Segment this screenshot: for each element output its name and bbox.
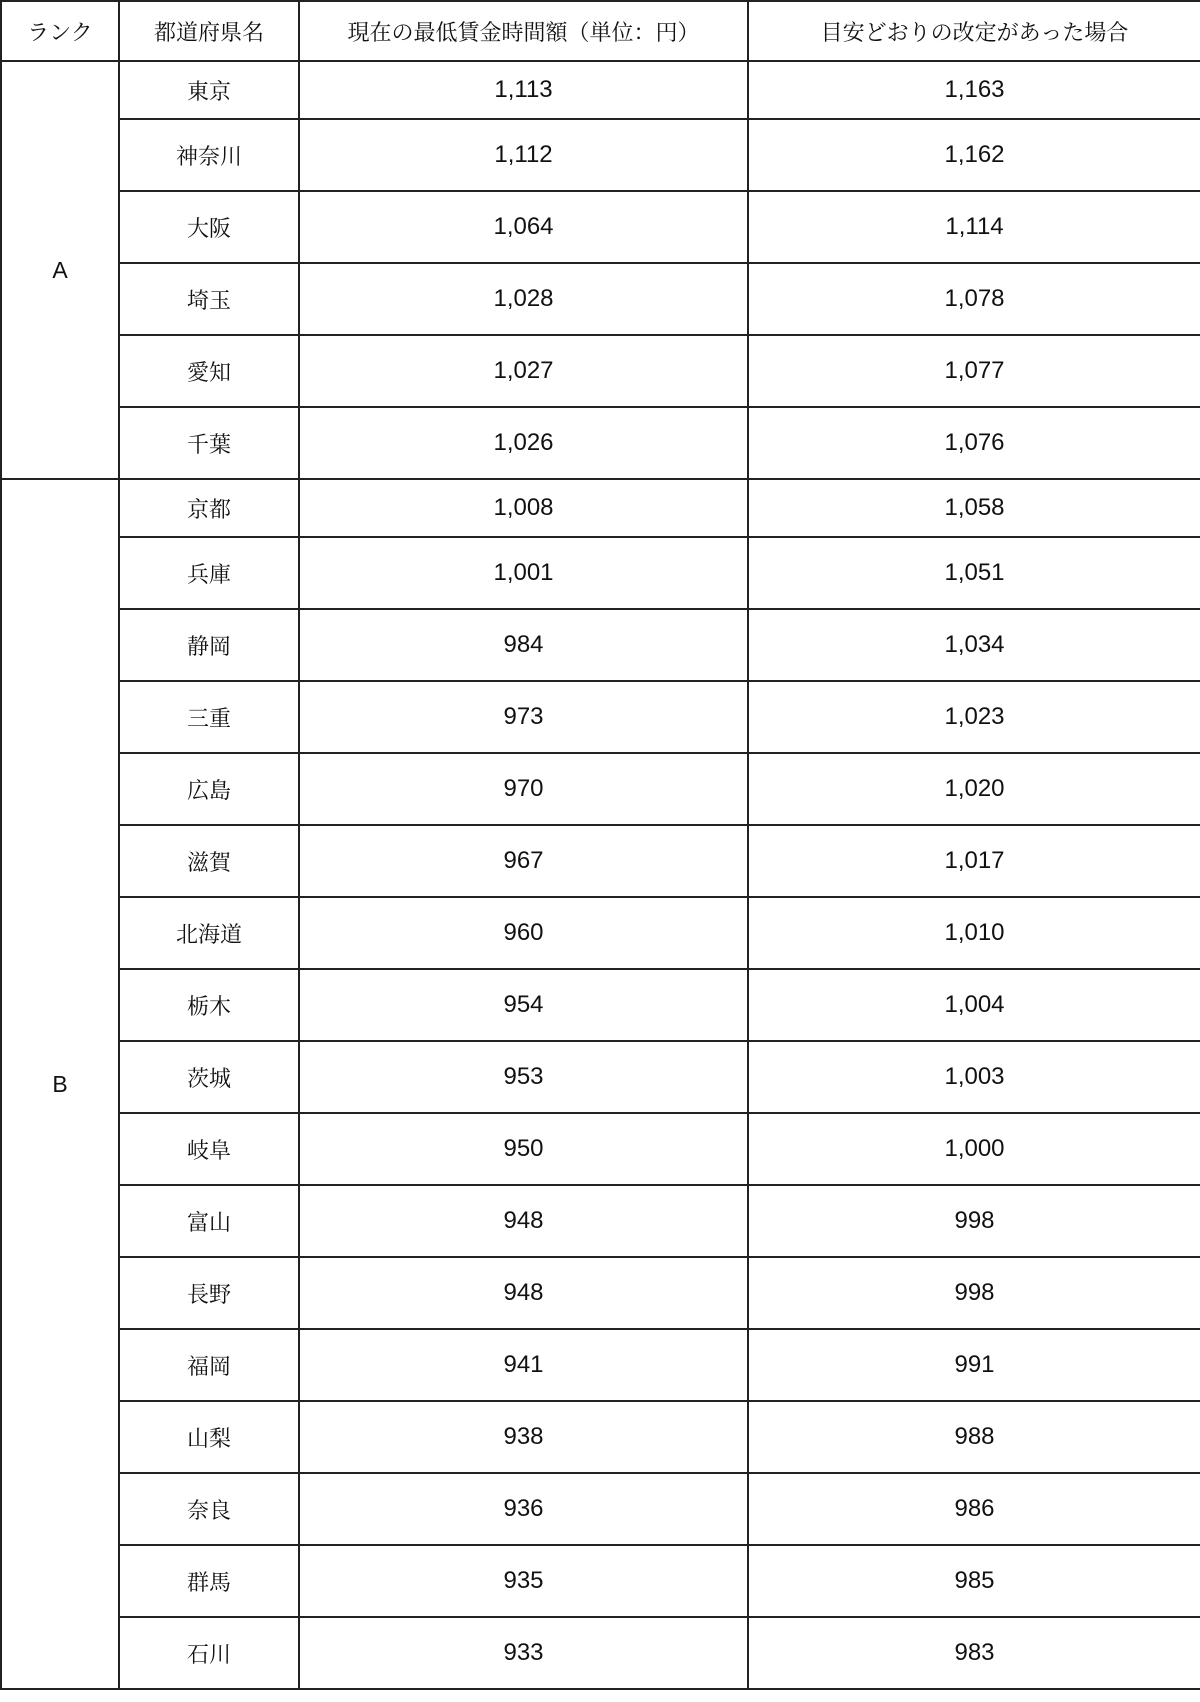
estimated-wage-cell: 1,114 [748,191,1200,263]
prefecture-cell: 広島 [119,753,299,825]
table-row [1,191,1200,263]
prefecture-cell: 東京 [119,61,299,119]
estimated-wage-cell: 1,058 [748,479,1200,537]
prefecture-cell: 茨城 [119,1041,299,1113]
estimated-wage-cell: 1,163 [748,61,1200,119]
prefecture-cell: 奈良 [119,1473,299,1545]
current-wage-cell: 1,001 [299,537,748,609]
current-wage-cell: 1,026 [299,407,748,479]
table-row [1,1185,1200,1257]
estimated-wage-cell: 1,017 [748,825,1200,897]
header-rank: ランク [1,1,119,61]
current-wage-cell: 953 [299,1041,748,1113]
table-row [1,1545,1200,1617]
estimated-wage-cell: 1,020 [748,753,1200,825]
current-wage-cell: 941 [299,1329,748,1401]
prefecture-cell: 京都 [119,479,299,537]
prefecture-cell: 群馬 [119,1545,299,1617]
prefecture-cell: 神奈川 [119,119,299,191]
table-row [1,537,1200,609]
current-wage-cell: 938 [299,1401,748,1473]
prefecture-cell: 千葉 [119,407,299,479]
current-wage-cell: 948 [299,1185,748,1257]
table-header-row [1,1,1200,61]
estimated-wage-cell: 991 [748,1329,1200,1401]
current-wage-cell: 1,064 [299,191,748,263]
current-wage-cell: 948 [299,1257,748,1329]
prefecture-cell: 山梨 [119,1401,299,1473]
prefecture-cell: 兵庫 [119,537,299,609]
estimated-wage-cell: 1,078 [748,263,1200,335]
table-row [1,119,1200,191]
estimated-wage-cell: 1,076 [748,407,1200,479]
estimated-wage-cell: 1,023 [748,681,1200,753]
table-row [1,1617,1200,1689]
table-row [1,335,1200,407]
estimated-wage-cell: 985 [748,1545,1200,1617]
rank-cell: A [1,61,119,479]
current-wage-cell: 967 [299,825,748,897]
prefecture-cell: 栃木 [119,969,299,1041]
header-prefecture: 都道府県名 [119,1,299,61]
estimated-wage-cell: 1,003 [748,1041,1200,1113]
header-estimated-wage: 目安どおりの改定があった場合 [748,1,1200,61]
current-wage-cell: 935 [299,1545,748,1617]
estimated-wage-cell: 983 [748,1617,1200,1689]
table-row [1,897,1200,969]
table-row [1,1113,1200,1185]
table-row [1,479,1200,537]
table-row [1,263,1200,335]
table-row [1,609,1200,681]
current-wage-cell: 1,113 [299,61,748,119]
current-wage-cell: 960 [299,897,748,969]
table-row [1,969,1200,1041]
prefecture-cell: 岐阜 [119,1113,299,1185]
estimated-wage-cell: 988 [748,1401,1200,1473]
estimated-wage-cell: 1,004 [748,969,1200,1041]
table-row [1,825,1200,897]
prefecture-cell: 埼玉 [119,263,299,335]
estimated-wage-cell: 1,051 [748,537,1200,609]
table-body [1,61,1200,1689]
rank-cell: B [1,479,119,1689]
estimated-wage-cell: 1,162 [748,119,1200,191]
prefecture-cell: 北海道 [119,897,299,969]
current-wage-cell: 973 [299,681,748,753]
table-row [1,1257,1200,1329]
prefecture-cell: 三重 [119,681,299,753]
estimated-wage-cell: 1,034 [748,609,1200,681]
current-wage-cell: 936 [299,1473,748,1545]
table-row [1,681,1200,753]
table-row [1,61,1200,119]
table-row [1,753,1200,825]
estimated-wage-cell: 986 [748,1473,1200,1545]
prefecture-cell: 愛知 [119,335,299,407]
estimated-wage-cell: 1,010 [748,897,1200,969]
estimated-wage-cell: 998 [748,1185,1200,1257]
prefecture-cell: 福岡 [119,1329,299,1401]
table-row [1,1473,1200,1545]
current-wage-cell: 950 [299,1113,748,1185]
current-wage-cell: 970 [299,753,748,825]
current-wage-cell: 984 [299,609,748,681]
prefecture-cell: 長野 [119,1257,299,1329]
current-wage-cell: 954 [299,969,748,1041]
prefecture-cell: 滋賀 [119,825,299,897]
table-row [1,1329,1200,1401]
prefecture-cell: 石川 [119,1617,299,1689]
table-row [1,1041,1200,1113]
current-wage-cell: 1,028 [299,263,748,335]
current-wage-cell: 1,008 [299,479,748,537]
estimated-wage-cell: 1,000 [748,1113,1200,1185]
prefecture-cell: 大阪 [119,191,299,263]
estimated-wage-cell: 998 [748,1257,1200,1329]
current-wage-cell: 1,027 [299,335,748,407]
table-row [1,407,1200,479]
prefecture-cell: 富山 [119,1185,299,1257]
estimated-wage-cell: 1,077 [748,335,1200,407]
current-wage-cell: 933 [299,1617,748,1689]
table-row [1,1401,1200,1473]
prefecture-cell: 静岡 [119,609,299,681]
header-current-wage: 現在の最低賃金時間額（単位：円） [299,1,748,61]
current-wage-cell: 1,112 [299,119,748,191]
